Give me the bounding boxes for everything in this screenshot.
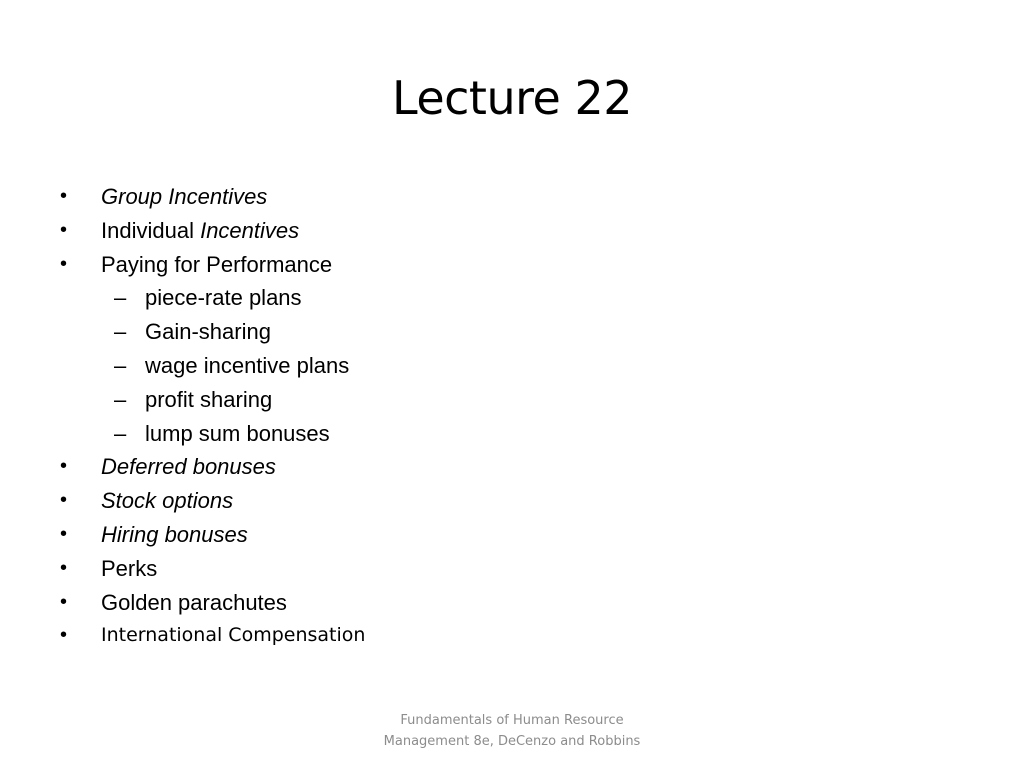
bullet-text xyxy=(101,518,248,552)
sub-bullet-marker: – xyxy=(114,420,127,446)
bullet-marker: • xyxy=(60,556,68,579)
bullet-marker: • xyxy=(60,522,68,545)
sub-bullet-text xyxy=(145,383,272,417)
bullet-text xyxy=(101,214,299,248)
bullet-marker: • xyxy=(60,624,68,647)
slide-footer xyxy=(360,710,664,752)
bullet-text-italic: Stock options xyxy=(101,488,234,514)
sub-bullet-marker: – xyxy=(114,386,127,412)
bullet-text-plain: International Compensation xyxy=(101,624,366,647)
footer-line-2: Management 8e, DeCenzo and Robbins xyxy=(383,734,641,749)
bullet-marker: • xyxy=(60,455,68,478)
bullet-text xyxy=(101,450,276,484)
bullet-marker: • xyxy=(60,185,68,207)
bullet-text-plain: Paying for Performance xyxy=(101,251,333,277)
bullet-marker: • xyxy=(60,218,68,241)
bullet-text-italic: Incentives xyxy=(200,217,300,243)
bullet-text xyxy=(101,484,233,518)
bullet-text-italic: Deferred bonuses xyxy=(101,454,276,480)
bullet-text-plain: Perks xyxy=(101,555,158,581)
bullet-text-plain: lump sum bonuses xyxy=(145,420,330,446)
sub-bullet-text xyxy=(145,281,302,315)
bullet-marker: • xyxy=(60,489,68,512)
bullet-marker: • xyxy=(60,252,68,275)
bullet-text-plain: Gain-sharing xyxy=(145,319,271,345)
bullet-text xyxy=(101,619,365,653)
bullet-text xyxy=(101,552,157,586)
sub-bullet-marker: – xyxy=(114,285,127,311)
sub-bullet-text xyxy=(145,417,330,451)
sub-bullet-marker: – xyxy=(114,352,127,378)
sub-bullet-text xyxy=(145,315,271,349)
bullet-text xyxy=(101,180,267,214)
sub-bullet-text xyxy=(145,349,349,383)
footer-line-1: Fundamentals of Human Resource xyxy=(400,713,624,728)
bullet-text-plain: profit sharing xyxy=(145,386,273,412)
sub-bullet-marker: – xyxy=(114,319,127,345)
bullet-text-plain: wage incentive plans xyxy=(145,352,350,378)
bullet-marker: • xyxy=(60,590,68,613)
slide-title: Lecture 22 xyxy=(392,71,632,125)
bullet-text-italic: Hiring bonuses xyxy=(101,521,248,547)
bullet-text xyxy=(101,248,332,282)
bullet-text-plain: Individual xyxy=(101,217,201,243)
bullet-text-italic: Group Incentives xyxy=(101,184,268,209)
bullet-text xyxy=(101,586,287,620)
bullet-text-plain: Golden parachutes xyxy=(101,589,287,615)
bullet-text-plain: piece-rate plans xyxy=(145,285,302,311)
